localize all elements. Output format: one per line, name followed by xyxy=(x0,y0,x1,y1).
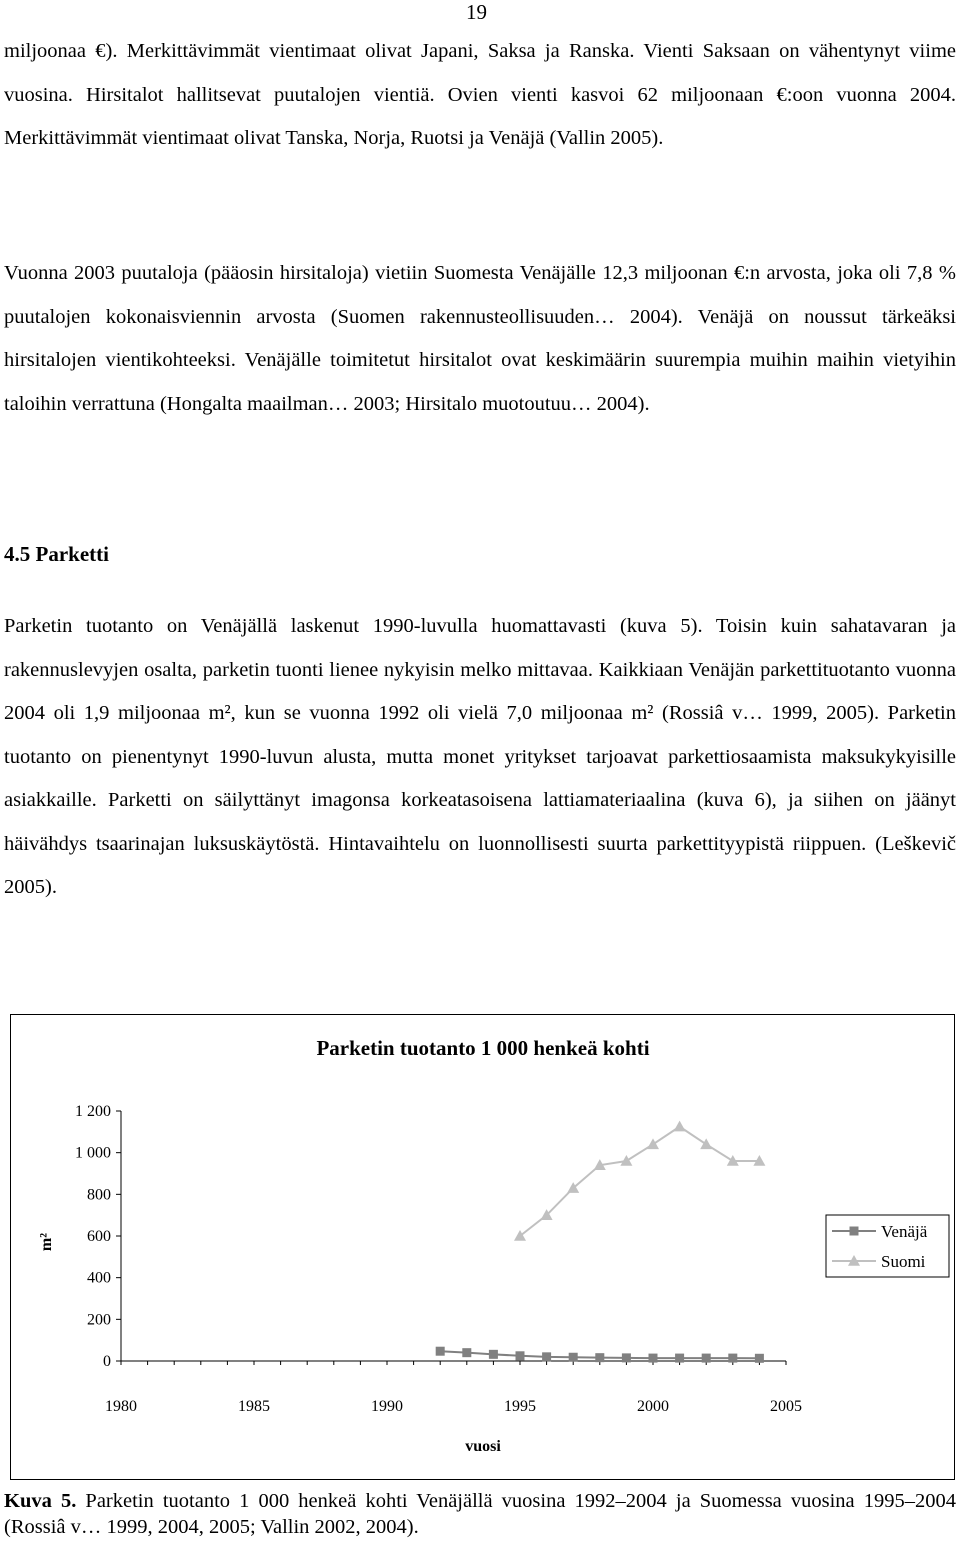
data-point-suomi xyxy=(700,1138,712,1149)
data-point-venäjä xyxy=(702,1354,711,1363)
data-point-venäjä xyxy=(516,1351,525,1360)
legend-marker-venäjä xyxy=(850,1227,859,1236)
data-point-venäjä xyxy=(436,1347,445,1356)
data-point-venäjä xyxy=(675,1354,684,1363)
y-tick-label: 0 xyxy=(103,1353,111,1370)
data-point-venäjä xyxy=(728,1354,737,1363)
series-line-suomi xyxy=(520,1127,759,1236)
chart-title: Parketin tuotanto 1 000 henkeä kohti xyxy=(316,1036,650,1060)
x-axis-label: vuosi xyxy=(465,1438,501,1455)
x-tick-label: 2000 xyxy=(637,1398,669,1415)
paragraph-parquet: Parketin tuotanto on Venäjällä laskenut 1990-luvulla huomattavasti (kuva 5). Toisin kuin sahatavaran ja rakennuslevyjen osalta, parketin tuonti lienee nykyisin melko mittavaa. Kaikkiaan Venäjän parkettituotanto vuonna 2004 oli 1,9 miljoonaa m², kun se vuonna 1992 oli vielä 7,0 miljoonaa m² (Rossiâ v… 1999, 2005). Parketin tuotanto on pienentynyt 1990-luvun alusta, mutta monet yritykset tarjoavat parkettiosaamista maksukykyisille asiakkaille. Parketti on säilyttänyt imagonsa korkeatasoisena lattiamateriaalina (kuva 6), ja siihen on jäänyt häivähdys tsaarinajan luksuskäytöstä. Hintavaihtelu on luonnollisesti suurta parkettityypistä riippuen. (Leškevič 2005). xyxy=(4,615,956,898)
data-point-suomi xyxy=(647,1138,659,1149)
x-tick-label: 1980 xyxy=(105,1398,137,1415)
data-point-venäjä xyxy=(569,1353,578,1362)
data-point-suomi xyxy=(620,1155,632,1166)
x-tick-label: 2005 xyxy=(770,1398,802,1415)
y-tick-label: 600 xyxy=(87,1228,111,1245)
data-point-venäjä xyxy=(462,1348,471,1357)
legend-label-venäjä: Venäjä xyxy=(881,1222,928,1241)
x-tick-label: 1990 xyxy=(371,1398,403,1415)
data-point-venäjä xyxy=(542,1352,551,1361)
y-tick-label: 200 xyxy=(87,1311,111,1329)
y-tick-label: 1 000 xyxy=(75,1144,111,1162)
caption-text: Parketin tuotanto 1 000 henkeä kohti Venäjällä vuosina 1992–2004 ja Suomessa vuosina 1995–2004 (Rossiâ v… 1999, 2004, 2005; Vallin 2002, 2004). xyxy=(4,1490,956,1538)
section-heading: 4.5 Parketti xyxy=(4,542,109,566)
paragraph-log-houses: Vuonna 2003 puutaloja (pääosin hirsitaloja) vietiin Suomesta Venäjälle 12,3 miljoonan €:n arvosta, joka oli 7,8 % puutalojen kokonaisviennin arvosta (Suomen rakennusteollisuuden… 2004). Venäjä on noussut tärkeäksi hirsitalojen vientikohteeksi. Venäjälle toimitetut hirsitalot ovat keskimäärin suurempia muihin maihin vietyihin taloihin verrattuna (Hongalta maailman… 2003; Hirsitalo muotoutuu… 2004). xyxy=(4,262,956,415)
data-point-venäjä xyxy=(595,1353,604,1362)
parquet-production-chart xyxy=(11,1015,956,1481)
data-point-venäjä xyxy=(649,1354,658,1363)
page-number: 19 xyxy=(466,0,487,24)
x-tick-label: 1995 xyxy=(504,1398,536,1415)
caption-label: Kuva 5. xyxy=(4,1490,77,1512)
y-tick-label: 800 xyxy=(87,1186,111,1204)
y-tick-label: 1 200 xyxy=(75,1103,111,1120)
data-point-venäjä xyxy=(622,1353,631,1362)
figure-caption xyxy=(4,1488,956,1540)
x-tick-label: 1985 xyxy=(238,1398,270,1415)
chart-frame xyxy=(10,1014,955,1480)
data-point-suomi xyxy=(674,1121,686,1132)
data-point-venäjä xyxy=(755,1354,764,1363)
y-tick-label: 400 xyxy=(87,1269,111,1287)
paragraph-export: miljoonaa €). Merkittävimmät vientimaat olivat Japani, Saksa ja Ranska. Vienti Saksaan on vähentynyt viime vuosina. Hirsitalot hallitsevat puutalojen vientiä. Ovien vienti kasvoi 62 miljoonaan €:oon vuonna 2004. Merkittävimmät vientimaat olivat Tanska, Norja, Ruotsi ja Venäjä (Vallin 2005). xyxy=(4,40,956,149)
legend-label-suomi: Suomi xyxy=(881,1252,926,1271)
y-axis-label: m² xyxy=(38,1232,55,1252)
data-point-venäjä xyxy=(489,1350,498,1359)
